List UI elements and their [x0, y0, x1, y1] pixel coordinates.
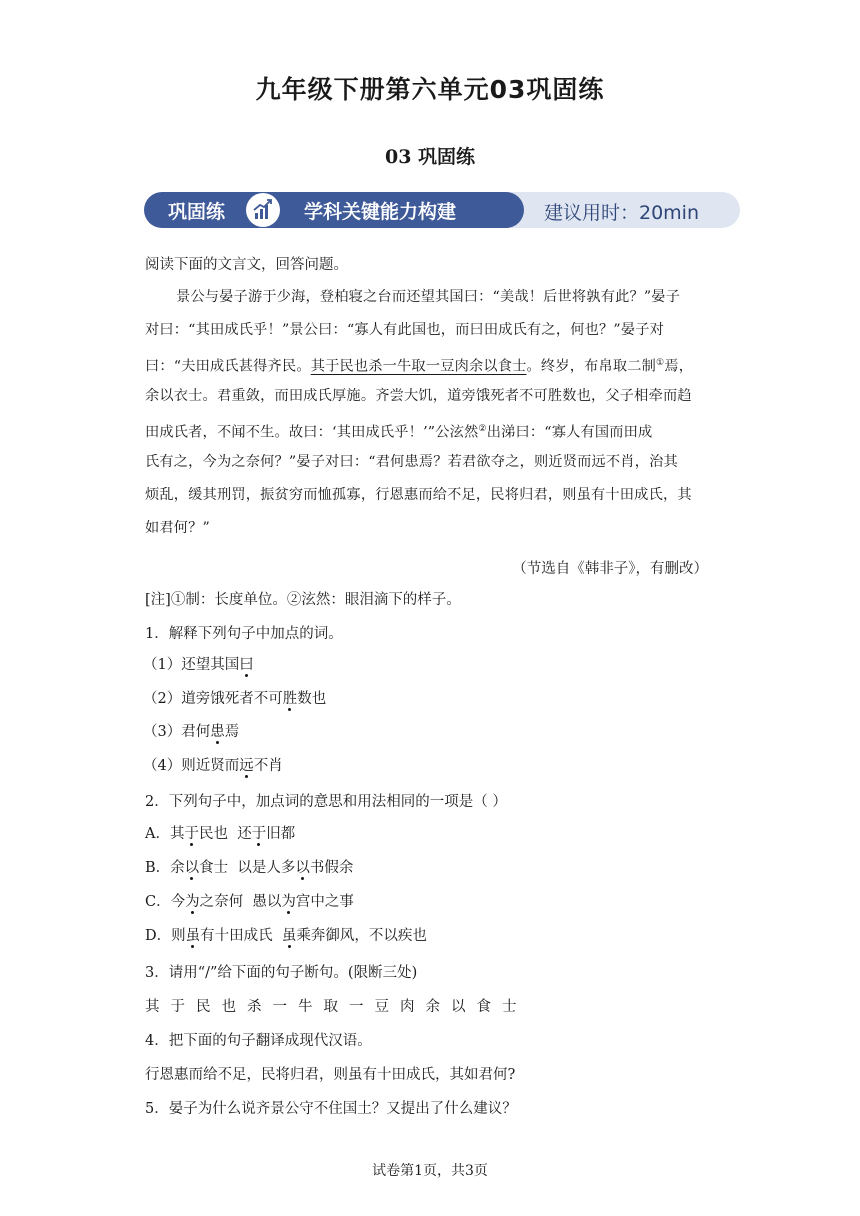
question-2-stem: 2．下列句子中，加点词的意思和用法相同的一项是（ ） — [145, 794, 507, 810]
item-text: 数也 — [297, 691, 327, 707]
passage-line-3 — [145, 353, 693, 377]
question-1-item-1 — [143, 655, 254, 675]
note-mark-2: ② — [478, 424, 487, 434]
option-text: 书假余 — [309, 860, 354, 876]
page-title: 九年级下册第六单元03巩固练 — [255, 75, 605, 104]
dotted-word: 以 — [295, 860, 310, 876]
section-banner — [144, 192, 740, 228]
passage-line-3-start: 曰：“夫田成氏甚得齐民。 — [145, 358, 311, 375]
question-1-item-2 — [143, 689, 326, 709]
option-text: 旧都 — [266, 826, 296, 842]
dotted-word: 胜 — [282, 691, 298, 707]
question-4-sentence: 行恩惠而给不足，民将归君，则虽有十田成氏，其如君何? — [145, 1067, 516, 1083]
banner-label: 巩固练 — [168, 201, 226, 223]
option-text: D．则 — [145, 928, 186, 944]
dotted-word: 虽 — [185, 928, 201, 944]
question-3-stem: 3．请用“/”给下面的句子断句。(限断三处) — [145, 965, 418, 981]
question-5-stem: 5．晏子为什么说齐景公守不住国土？又提出了什么建议？ — [145, 1101, 517, 1117]
dotted-word: 虽 — [281, 928, 297, 944]
passage-line-7: 烦乱，缓其刑罚，振贫穷而恤孤寡，行恩惠而给不足，民将归君，则虽有十田成氏，其 — [145, 487, 692, 503]
item-text: （3）君何 — [143, 724, 211, 740]
option-text: 民也 还 — [198, 826, 252, 842]
question-2-option-a[interactable] — [145, 824, 295, 844]
option-text: C．今 — [145, 894, 186, 910]
question-1-stem: 1．解释下列句子中加点的词。 — [145, 626, 343, 642]
chart-growth-icon — [246, 193, 280, 227]
question-4-stem: 4．把下面的句子翻译成现代汉语。 — [145, 1033, 372, 1049]
question-2-option-d[interactable] — [145, 926, 427, 946]
question-2-option-c[interactable] — [145, 892, 354, 912]
item-text: 焉 — [224, 724, 240, 740]
passage-source: （节选自《韩非子》，有删改） — [512, 561, 708, 577]
passage-line-4: 余以衣士。君重敛，而田成氏厚施。齐尝大饥，道旁饿死者不可胜数也，父子相牵而趋 — [145, 388, 692, 404]
banner-section-label: 学科关键能力构建 — [304, 201, 457, 223]
dotted-word: 为 — [281, 894, 296, 910]
dotted-word: 曰 — [239, 657, 254, 673]
passage-line-3-end: 焉， — [664, 358, 694, 375]
dotted-word: 远 — [239, 758, 254, 774]
dotted-word: 为 — [185, 894, 200, 910]
question-3-sentence: 其于民也杀一牛取一豆肉余以食士 — [145, 999, 528, 1015]
option-text: 有十田成氏 — [200, 928, 282, 944]
note-mark-1: ① — [656, 358, 665, 368]
dotted-word: 于 — [251, 826, 267, 842]
option-text: 宫中之事 — [295, 894, 354, 910]
dotted-word: 患 — [210, 724, 225, 740]
dotted-word: 以 — [184, 860, 200, 876]
passage-line-5-start: 田成氏者，不闻不生。故曰：‘其田成氏乎！’”公泫然 — [145, 424, 479, 441]
passage-notes: [注]①制：长度单位。②泫然：眼泪滴下的样子。 — [145, 592, 461, 608]
option-text: A．其 — [145, 826, 185, 842]
passage-line-1: 景公与晏子游于少海，登柏寝之台而还望其国曰：“美哉！后世将孰有此？”晏子 — [176, 289, 681, 305]
question-1-item-3 — [143, 722, 239, 742]
item-text: （1）还望其国 — [143, 657, 240, 673]
option-text: 之奈何 愚以 — [199, 894, 282, 910]
option-text: B．余 — [145, 860, 185, 876]
passage-line-6: 氏有之，今为之奈何？”晏子对曰：“君何患焉？若君欲夺之，则近贤而远不肖，治其 — [145, 454, 678, 470]
passage-intro: 阅读下面的文言文，回答问题。 — [145, 257, 348, 273]
question-1-item-4 — [143, 756, 283, 776]
underlined-sentence: 其于民也杀一牛取一豆肉余以食士 — [310, 358, 527, 375]
question-2-option-b[interactable] — [145, 858, 353, 878]
option-text: 乘奔御风，不以疾也 — [296, 928, 427, 944]
passage-line-8: 如君何？” — [145, 520, 211, 536]
item-text: 不肖 — [253, 758, 283, 774]
item-text: （4）则近贤而 — [143, 758, 240, 774]
item-text: （2）道旁饿死者不可 — [143, 691, 283, 707]
passage-line-5 — [145, 419, 652, 443]
option-text: 食士 以是人多 — [199, 860, 296, 876]
section-subtitle: 03 巩固练 — [384, 146, 476, 168]
banner-time-label: 建议用时：20min — [544, 202, 700, 224]
passage-line-2: 对曰：“其田成氏乎！”景公曰：“寡人有此国也，而曰田成氏有之，何也？”晏子对 — [145, 322, 664, 338]
passage-line-5-end: 出涕曰：“寡人有国而田成 — [486, 424, 653, 441]
dotted-word: 于 — [184, 826, 199, 842]
page-footer: 试卷第1页，共3页 — [372, 1163, 488, 1179]
passage-line-3-mid: 。终岁，布帛取二制 — [526, 358, 657, 375]
